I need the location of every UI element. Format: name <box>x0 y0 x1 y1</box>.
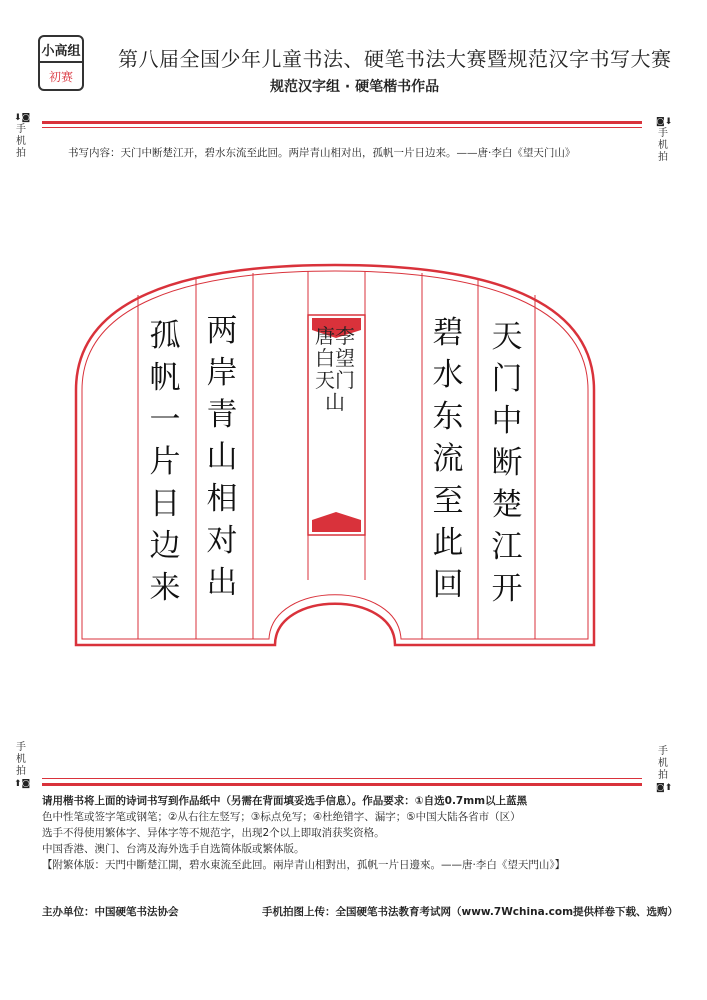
camera-icon: ⬇◙ <box>14 113 31 123</box>
instructions-line-4: 中国香港、澳门、台湾及海外选手自选简体版或繁体版。 <box>42 843 305 855</box>
top-rule-thin <box>42 127 642 128</box>
page-subtitle: 规范汉字组 · 硬笔楷书作品 <box>270 79 440 95</box>
bottom-rule-thick <box>42 783 642 786</box>
poem-column-4: 孤帆一片日边来 <box>149 318 181 606</box>
instructions-line-1: 请用楷书将上面的诗词书写到作品纸中（另需在背面填妥选手信息）。作品要求：①自选0.7mm以上蓝黑 <box>42 795 528 807</box>
practice-paper <box>60 240 610 660</box>
phone-tag-bottom-left: 手 机 拍 ⬆◙ <box>14 742 31 789</box>
bottom-rule-thin <box>42 778 642 779</box>
group-badge <box>38 35 84 91</box>
poem-column-1: 天门中断楚江开 <box>491 319 523 607</box>
group-label: 小高组 <box>40 37 82 63</box>
author-title: 唐李白望天门山 <box>315 324 355 414</box>
instructions-line-3: 选手不得使用繁体字、异体字等不规范字，出现2个以上即取消获奖资格。 <box>42 827 385 839</box>
upload-info: 手机拍图上传：全国硬笔书法教育考试网（www.7Wchina.com提供样卷下载、选购） <box>262 906 679 918</box>
instructions-line-5: 【附繁体版：天門中斷楚江開，碧水東流至此回。兩岸青山相對出，孤帆一片日邊來。——唐·李白《望天門山》】 <box>42 859 566 871</box>
top-rule-thick <box>42 121 642 124</box>
camera-icon: ◙⬆ <box>656 783 673 793</box>
camera-icon: ⬆◙ <box>14 779 31 789</box>
instructions-line-2: 色中性笔或签字笔或钢笔；②从右往左竖写；③标点免写；④杜绝错字、漏字；⑤中国大陆各省市（区） <box>42 811 521 823</box>
paper-frame <box>60 240 610 660</box>
poem-column-2: 碧水东流至此回 <box>432 315 464 603</box>
camera-icon: ◙⬇ <box>656 117 673 127</box>
writing-content: 书写内容：天门中断楚江开，碧水东流至此回。两岸青山相对出，孤帆一片日边来。——唐·李白《望天门山》 <box>68 147 576 159</box>
poem-column-3: 两岸青山相对出 <box>206 313 238 601</box>
round-label: 初赛 <box>48 69 73 84</box>
phone-tag-top-right: ◙⬇ 手 机 拍 <box>656 117 673 163</box>
page-title: 第八届全国少年儿童书法、硬笔书法大赛暨规范汉字书写大赛 <box>118 47 672 71</box>
phone-tag-bottom-right: 手 机 拍 ◙⬆ <box>656 746 673 793</box>
organizer: 主办单位：中国硬笔书法协会 <box>42 906 179 918</box>
phone-tag-top-left: ⬇◙ 手 机 拍 <box>14 113 31 159</box>
instructions <box>42 793 642 873</box>
